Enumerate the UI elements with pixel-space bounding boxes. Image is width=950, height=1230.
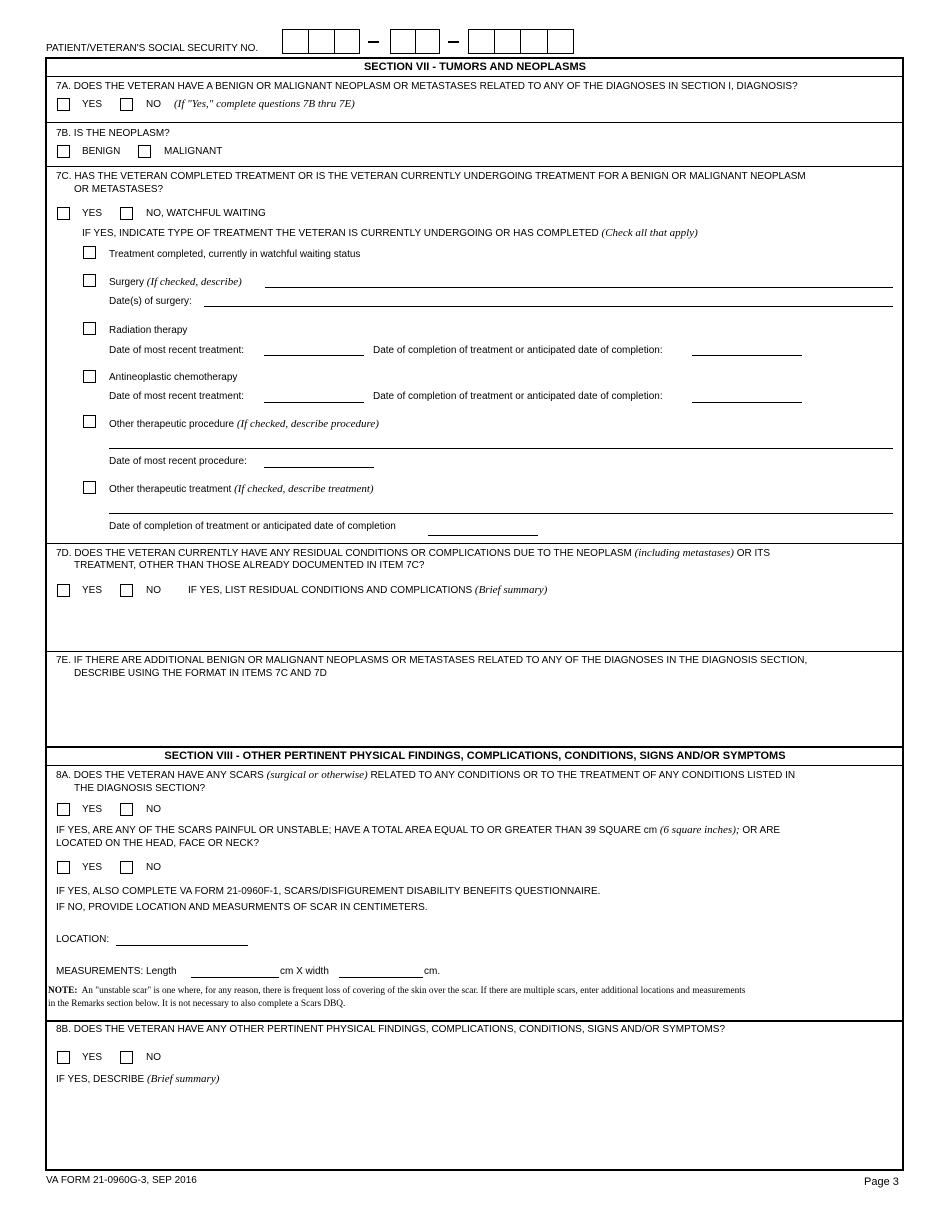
width-line[interactable] — [339, 977, 423, 978]
q8a-painful-yes-checkbox[interactable] — [57, 861, 70, 874]
chemo-checkbox[interactable] — [83, 370, 96, 383]
other-procedure-date-label: Date of most recent procedure: — [109, 456, 247, 467]
q7d-text-b: OR ITS — [736, 548, 771, 559]
location-label: LOCATION: — [56, 934, 110, 945]
divider — [47, 1020, 903, 1022]
q7d-yes-label: YES — [82, 585, 103, 596]
q8a-text-a: 8A. DOES THE VETERAN HAVE ANY SCARS — [56, 770, 264, 781]
q8a-painful-line1 — [56, 824, 780, 836]
q7b-benign-checkbox[interactable] — [57, 145, 70, 158]
q7b-malignant-label: MALIGNANT — [164, 146, 223, 157]
note-label: NOTE: — [48, 986, 78, 996]
q8a-no-checkbox[interactable] — [120, 803, 133, 816]
other-procedure-text: Other therapeutic procedure — [109, 419, 235, 430]
section-7-title: SECTION VII - TUMORS AND NEOPLASMS — [363, 61, 587, 73]
q7d-text-a: 7D. DOES THE VETERAN CURRENTLY HAVE ANY RESIDUAL CONDITIONS OR COMPLICATIONS DUE TO THE NEOPLASM — [56, 548, 632, 559]
q8a-yes-checkbox[interactable] — [57, 803, 70, 816]
q7b-text: 7B. IS THE NEOPLASM? — [56, 128, 170, 139]
radiation-completion-label: Date of completion of treatment or anticipated date of completion: — [373, 345, 663, 356]
section-divider — [47, 746, 903, 748]
ssn-label: PATIENT/VETERAN'S SOCIAL SECURITY NO. — [46, 43, 259, 54]
divider — [47, 765, 903, 766]
other-treatment-date-line[interactable] — [428, 535, 538, 536]
divider — [47, 651, 903, 652]
q8a-painful-line2: LOCATED ON THE HEAD, FACE OR NECK? — [56, 838, 260, 849]
other-procedure-date-line[interactable] — [264, 467, 374, 468]
length-line[interactable] — [191, 977, 279, 978]
q7d-text-line2: TREATMENT, OTHER THAN THOSE ALREADY DOCUMENTED IN ITEM 7C? — [74, 560, 425, 571]
q7b-benign-label: BENIGN — [82, 146, 121, 157]
q8a-text-line2: THE DIAGNOSIS SECTION? — [74, 783, 206, 794]
q7a-text: 7A. DOES THE VETERAN HAVE A BENIGN OR MALIGNANT NEOPLASM OR METASTASES RELATED TO ANY OF THE DIAGNOSES IN SECTION I, DIAGNOSIS? — [56, 81, 798, 92]
surgery-text: Surgery — [109, 277, 145, 288]
q7c-if-yes — [82, 227, 698, 239]
ssn-dash-2 — [448, 41, 459, 43]
q7d-text-line1 — [56, 547, 770, 559]
q7a-yes-checkbox[interactable] — [57, 98, 70, 111]
radiation-recent-line[interactable] — [264, 355, 364, 356]
q8a-yes-label: YES — [82, 804, 103, 815]
q7d-brief: (Brief summary) — [474, 584, 548, 596]
ssn-dash-1 — [368, 41, 379, 43]
q7d-if-yes-text: IF YES, LIST RESIDUAL CONDITIONS AND COMPLICATIONS — [188, 585, 473, 596]
other-procedure-note: (If checked, describe procedure) — [236, 418, 379, 430]
surgery-note: (If checked, describe) — [146, 276, 242, 288]
note-text-1: An "unstable scar" is one where, for any reason, there is frequent loss of covering of the skin over the scar. If there are multiple scars, enter additional locations and measurements — [81, 986, 746, 996]
q8a-painful-italic: (6 square inches); — [659, 824, 740, 836]
q7e-text-line2: DESCRIBE USING THE FORMAT IN ITEMS 7C AND 7D — [74, 668, 327, 679]
q8b-describe — [56, 1073, 219, 1085]
other-treatment-text: Other therapeutic treatment — [109, 484, 232, 495]
q7d-no-checkbox[interactable] — [120, 584, 133, 597]
q7d-answer-area[interactable] — [56, 600, 894, 648]
q7d-text-italic: (including metastases) — [634, 547, 734, 559]
q7c-check-all: (Check all that apply) — [601, 227, 698, 239]
note-line2: in the Remarks section below. It is not necessary to also complete a Scars DBQ. — [48, 999, 346, 1009]
q8b-answer-area[interactable] — [56, 1090, 894, 1164]
radiation-recent-label: Date of most recent treatment: — [109, 345, 245, 356]
other-treatment-label — [109, 483, 374, 495]
q8b-brief: (Brief summary) — [146, 1073, 220, 1085]
q7b-malignant-checkbox[interactable] — [138, 145, 151, 158]
q7d-if-yes — [188, 584, 547, 596]
q8b-yes-label: YES — [82, 1052, 103, 1063]
treatment-completed-label: Treatment completed, currently in watchful waiting status — [109, 249, 361, 260]
other-treatment-describe-line[interactable] — [109, 513, 893, 514]
q8b-yes-checkbox[interactable] — [57, 1051, 70, 1064]
q8b-describe-text: IF YES, DESCRIBE — [56, 1074, 145, 1085]
divider — [47, 122, 903, 123]
chemo-completion-label: Date of completion of treatment or anticipated date of completion: — [373, 391, 663, 402]
q8b-no-label: NO — [146, 1052, 161, 1063]
other-treatment-checkbox[interactable] — [83, 481, 96, 494]
radiation-completion-line[interactable] — [692, 355, 802, 356]
q8a-also-complete: IF YES, ALSO COMPLETE VA FORM 21-0960F-1, SCARS/DISFIGUREMENT DISABILITY BENEFITS QUESTIONNAIRE. — [56, 886, 601, 897]
q7a-yes-label: YES — [82, 99, 103, 110]
q8a-text-b: RELATED TO ANY CONDITIONS OR TO THE TREATMENT OF ANY CONDITIONS LISTED IN — [370, 770, 796, 781]
q8a-no-label: NO — [146, 804, 161, 815]
q8a-painful-no-checkbox[interactable] — [120, 861, 133, 874]
q7e-text-line1: 7E. IF THERE ARE ADDITIONAL BENIGN OR MALIGNANT NEOPLASMS OR METASTASES RELATED TO ANY OF THE DIAGNOSES IN THE DIAGNOSIS SECTION, — [56, 655, 808, 666]
chemo-recent-label: Date of most recent treatment: — [109, 391, 245, 402]
q7c-yes-label: YES — [82, 208, 103, 219]
dates-of-surgery-label: Date(s) of surgery: — [109, 296, 192, 307]
cm-x-width-label: cm X width — [280, 966, 329, 977]
other-procedure-label — [109, 418, 379, 430]
q7c-text-line1: 7C. HAS THE VETERAN COMPLETED TREATMENT OR IS THE VETERAN CURRENTLY UNDERGOING TREATMENT FOR A BENIGN OR MALIGNANT NEOPLASM — [56, 171, 806, 182]
chemo-completion-line[interactable] — [692, 402, 802, 403]
other-treatment-note: (If checked, describe treatment) — [234, 483, 374, 495]
q8a-text-italic: (surgical or otherwise) — [266, 769, 368, 781]
note-line1 — [48, 986, 745, 996]
form-id: VA FORM 21-0960G-3, SEP 2016 — [46, 1175, 197, 1186]
q8a-painful-a: IF YES, ARE ANY OF THE SCARS PAINFUL OR UNSTABLE; HAVE A TOTAL AREA EQUAL TO OR GREATER THAN 39 SQUARE cm — [56, 825, 658, 836]
cm-label: cm. — [424, 966, 441, 977]
q8a-if-no: IF NO, PROVIDE LOCATION AND MEASURMENTS OF SCAR IN CENTIMETERS. — [56, 902, 428, 913]
treatment-completed-checkbox[interactable] — [83, 246, 96, 259]
q7d-no-label: NO — [146, 585, 161, 596]
radiation-checkbox[interactable] — [83, 322, 96, 335]
other-procedure-checkbox[interactable] — [83, 415, 96, 428]
divider — [47, 543, 903, 544]
radiation-label: Radiation therapy — [109, 325, 188, 336]
divider — [47, 76, 903, 77]
chemo-recent-line[interactable] — [264, 402, 364, 403]
q7c-no-checkbox[interactable] — [120, 207, 133, 220]
divider — [47, 166, 903, 167]
q8b-text: 8B. DOES THE VETERAN HAVE ANY OTHER PERTINENT PHYSICAL FINDINGS, COMPLICATIONS, CONDITIONS, SIGNS AND/OR SYMPTOMS? — [56, 1024, 726, 1035]
q7c-text-line2: OR METASTASES? — [74, 184, 164, 195]
q8a-text-line1 — [56, 769, 795, 781]
q7c-yes-checkbox[interactable] — [57, 207, 70, 220]
surgery-label — [109, 276, 242, 288]
dates-of-surgery-line[interactable] — [204, 306, 893, 307]
q8b-no-checkbox[interactable] — [120, 1051, 133, 1064]
measurements-label: MEASUREMENTS: Length — [56, 966, 177, 977]
q7e-answer-area[interactable] — [56, 684, 894, 742]
location-line[interactable] — [116, 945, 248, 946]
other-treatment-date-label: Date of completion of treatment or anticipated date of completion — [109, 521, 396, 532]
q7c-no-label: NO, WATCHFUL WAITING — [146, 208, 266, 219]
q7d-yes-checkbox[interactable] — [57, 584, 70, 597]
surgery-describe-line[interactable] — [265, 287, 893, 288]
surgery-checkbox[interactable] — [83, 274, 96, 287]
q8a-painful-yes-label: YES — [82, 862, 103, 873]
q8a-painful-no-label: NO — [146, 862, 161, 873]
section-8-title: SECTION VIII - OTHER PERTINENT PHYSICAL FINDINGS, COMPLICATIONS, CONDITIONS, SIGNS AND/OR SYMPTOMS — [164, 750, 786, 762]
q8a-painful-b: OR ARE — [742, 825, 781, 836]
other-procedure-describe-line[interactable] — [109, 448, 893, 449]
page-number: Page 3 — [864, 1176, 899, 1188]
chemo-label: Antineoplastic chemotherapy — [109, 372, 238, 383]
q7c-if-yes-text: IF YES, INDICATE TYPE OF TREATMENT THE VETERAN IS CURRENTLY UNDERGOING OR HAS COMPLETED — [82, 228, 599, 239]
q7a-no-checkbox[interactable] — [120, 98, 133, 111]
q7a-note: (If "Yes," complete questions 7B thru 7E) — [174, 98, 355, 110]
q7a-no-label: NO — [146, 99, 161, 110]
